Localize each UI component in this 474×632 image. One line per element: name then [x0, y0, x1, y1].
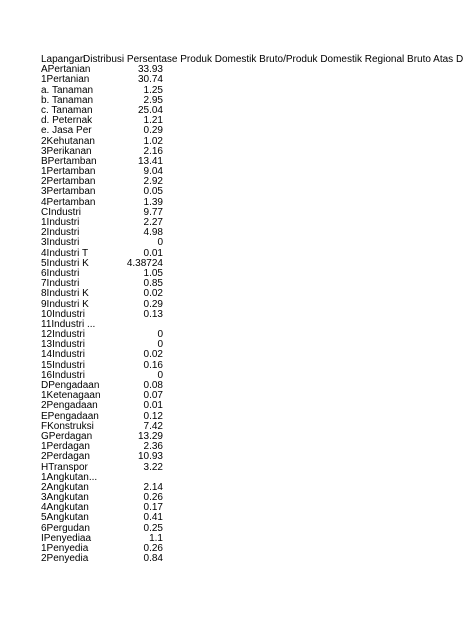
cell-value[interactable]: 1.25 — [143, 84, 163, 96]
cell-label[interactable]: 1Industri — [41, 217, 80, 228]
spreadsheet — [41, 55, 471, 564]
cell-label[interactable]: 6Industri — [41, 267, 80, 279]
cell-value[interactable]: 1.05 — [143, 267, 163, 279]
table-row — [41, 483, 471, 493]
table-row — [41, 116, 471, 126]
header-row — [41, 55, 471, 65]
table-row — [41, 167, 471, 177]
table-row — [41, 137, 471, 147]
cell-value[interactable]: 0.25 — [143, 522, 163, 534]
cell-value[interactable]: 2.14 — [143, 481, 163, 493]
cell-value[interactable]: 0.01 — [143, 400, 163, 412]
table-row — [41, 269, 471, 279]
table-row — [41, 300, 471, 310]
cell-label[interactable]: GPerdagan — [41, 430, 93, 442]
table-row — [41, 554, 471, 564]
cell-label[interactable]: BPertamban — [41, 155, 97, 167]
table-row — [41, 473, 471, 483]
cell-label[interactable]: 1Pertamban — [41, 166, 96, 178]
table-row — [41, 432, 471, 442]
cell-label[interactable]: 9Industri K — [41, 298, 89, 310]
cell-label[interactable]: 3Perikanan — [41, 145, 92, 157]
table-row — [41, 361, 471, 371]
cell-value[interactable]: 0.05 — [143, 186, 163, 198]
table-row — [41, 534, 471, 544]
cell-label[interactable]: a. Tanaman — [41, 84, 94, 96]
cell-value[interactable]: 0.02 — [143, 288, 163, 300]
cell-label[interactable]: 11Industri ... — [41, 318, 96, 330]
cell-value[interactable]: 2.27 — [143, 217, 163, 228]
table-row — [41, 75, 471, 85]
table-row — [41, 279, 471, 289]
table-row — [41, 513, 471, 523]
cell-label[interactable]: HTranspor — [41, 461, 88, 473]
cell-value[interactable]: 0.07 — [143, 390, 163, 402]
cell-label[interactable]: 7Industri — [41, 278, 80, 290]
cell-label[interactable]: 2Penyedia — [41, 553, 89, 565]
data-rows — [41, 65, 471, 564]
cell-value[interactable]: 0 — [157, 339, 163, 351]
cell-label[interactable]: c. Tanaman — [41, 104, 93, 116]
table-row — [41, 238, 471, 248]
cell-value[interactable]: 1.1 — [149, 532, 163, 544]
cell-label[interactable]: DPengadaan — [41, 380, 100, 391]
cell-label[interactable]: 15Industri — [41, 359, 85, 371]
table-row — [41, 177, 471, 187]
table-row — [41, 381, 471, 391]
cell-label[interactable]: IPenyediaa — [41, 532, 92, 544]
cell-value[interactable]: 0.29 — [143, 298, 163, 310]
table-row — [41, 147, 471, 157]
table-row — [41, 208, 471, 218]
table-row — [41, 442, 471, 452]
cell-value[interactable]: 0.16 — [143, 359, 163, 371]
table-row — [41, 330, 471, 340]
cell-value[interactable]: 7.42 — [143, 420, 163, 432]
cell-label[interactable]: 13Industri — [41, 339, 85, 351]
cell-label[interactable]: 1Penyedia — [41, 543, 89, 554]
table-row — [41, 391, 471, 401]
table-row — [41, 249, 471, 259]
table-row — [41, 157, 471, 167]
cell-value[interactable]: 9.04 — [143, 166, 163, 178]
cell-label[interactable]: EPengadaan — [41, 410, 99, 422]
table-row — [41, 65, 471, 75]
cell-label[interactable]: 1Pertanian — [41, 74, 90, 86]
cell-label[interactable]: 3Angkutan — [41, 492, 89, 504]
cell-value[interactable]: 1.21 — [143, 115, 163, 127]
table-row — [41, 401, 471, 411]
cell-value[interactable]: 0 — [157, 237, 163, 249]
cell-value[interactable]: 0.01 — [143, 247, 163, 259]
table-row — [41, 106, 471, 116]
header-col-1[interactable]: Lapangan — [41, 54, 86, 65]
cell-value[interactable]: 0.02 — [143, 349, 163, 361]
table-row — [41, 86, 471, 96]
table-row — [41, 218, 471, 228]
cell-value[interactable]: 1.02 — [143, 135, 163, 147]
cell-label[interactable]: 6Pergudan — [41, 522, 90, 534]
cell-label[interactable]: 8Industri K — [41, 288, 89, 300]
cell-value[interactable]: 2.92 — [143, 176, 163, 188]
cell-label[interactable]: 3Industri — [41, 237, 80, 249]
cell-value[interactable]: 0.29 — [143, 125, 163, 137]
table-row — [41, 259, 471, 269]
table-row — [41, 126, 471, 136]
cell-label[interactable]: 1Ketenagaan — [41, 390, 101, 402]
table-row — [41, 503, 471, 513]
table-row — [41, 320, 471, 330]
cell-value[interactable]: 0.26 — [143, 492, 163, 504]
table-row — [41, 198, 471, 208]
table-row — [41, 371, 471, 381]
cell-value[interactable]: 2.16 — [143, 145, 163, 157]
cell-label[interactable]: 2Industri — [41, 227, 80, 239]
table-row — [41, 350, 471, 360]
cell-label[interactable]: 4Pertamban — [41, 196, 96, 208]
cell-label[interactable]: 4Angkutan — [41, 502, 89, 514]
cell-value[interactable]: 2.36 — [143, 441, 163, 453]
table-row — [41, 452, 471, 462]
cell-value[interactable]: 4.98 — [143, 227, 163, 239]
table-row — [41, 289, 471, 299]
cell-value[interactable]: 9.77 — [143, 206, 163, 218]
cell-label[interactable]: b. Tanaman — [41, 94, 94, 106]
table-row — [41, 544, 471, 554]
cell-label[interactable]: 12Industri — [41, 329, 85, 341]
cell-label[interactable]: 1Perdagan — [41, 441, 90, 453]
table-row — [41, 463, 471, 473]
cell-value[interactable]: 0.12 — [143, 410, 163, 422]
cell-value[interactable]: 1.39 — [143, 196, 163, 208]
cell-value[interactable]: 0.26 — [143, 543, 163, 554]
table-row — [41, 187, 471, 197]
cell-label[interactable]: 3Pertamban — [41, 186, 96, 198]
cell-label[interactable]: 4Industri T — [41, 247, 89, 259]
cell-value[interactable]: 3.22 — [143, 461, 163, 473]
cell-label[interactable]: 14Industri — [41, 349, 85, 361]
cell-value[interactable]: 2.95 — [143, 94, 163, 106]
cell-value[interactable]: 25.04 — [137, 104, 163, 116]
table-row — [41, 422, 471, 432]
cell-value[interactable]: 0.08 — [143, 380, 163, 391]
cell-label[interactable]: 2Angkutan — [41, 481, 89, 493]
cell-label[interactable]: CIndustri — [41, 206, 82, 218]
cell-label[interactable]: d. Peternak — [41, 115, 93, 127]
cell-label[interactable]: 2Kehutanan — [41, 135, 95, 147]
cell-label[interactable]: 2Perdagan — [41, 451, 90, 463]
table-row — [41, 228, 471, 238]
cell-value[interactable]: 4.38724 — [126, 257, 163, 269]
cell-value[interactable]: 13.29 — [137, 430, 163, 442]
cell-value[interactable]: 0.85 — [143, 278, 163, 290]
table-row — [41, 96, 471, 106]
cell-label[interactable]: 5Angkutan — [41, 512, 89, 524]
table-row — [41, 524, 471, 534]
table-row — [41, 310, 471, 320]
table-row — [41, 340, 471, 350]
cell-label[interactable]: 10Industri — [41, 308, 85, 320]
cell-value[interactable]: 0.84 — [143, 553, 163, 565]
cell-value[interactable]: 0.17 — [143, 502, 163, 514]
cell-label[interactable]: APertanian — [41, 64, 91, 76]
cell-label[interactable]: 1Angkutan... — [41, 471, 98, 483]
cell-value[interactable]: 0 — [157, 329, 163, 341]
cell-value[interactable]: 33.93 — [137, 64, 163, 76]
cell-label[interactable]: 2Pertamban — [41, 176, 96, 188]
cell-label[interactable]: FKonstruksi — [41, 420, 94, 432]
cell-label[interactable]: 16Industri — [41, 369, 85, 381]
cell-label[interactable]: e. Jasa Per — [41, 125, 92, 137]
cell-value[interactable]: 10.93 — [137, 451, 163, 463]
cell-value[interactable]: 13.41 — [137, 155, 163, 167]
cell-label[interactable]: 2Pengadaan — [41, 400, 98, 412]
cell-value[interactable]: 0 — [157, 369, 163, 381]
header-col-2[interactable]: Distribusi Persentase Produk Domestik Bruto/Produk Domestik Regional Bruto Atas D — [83, 54, 464, 65]
table-row — [41, 412, 471, 422]
table-row — [41, 493, 471, 503]
cell-value[interactable]: 0.13 — [143, 308, 163, 320]
cell-value[interactable]: 30.74 — [137, 74, 163, 86]
cell-label[interactable]: 5Industri K — [41, 257, 89, 269]
cell-value[interactable]: 0.41 — [143, 512, 163, 524]
